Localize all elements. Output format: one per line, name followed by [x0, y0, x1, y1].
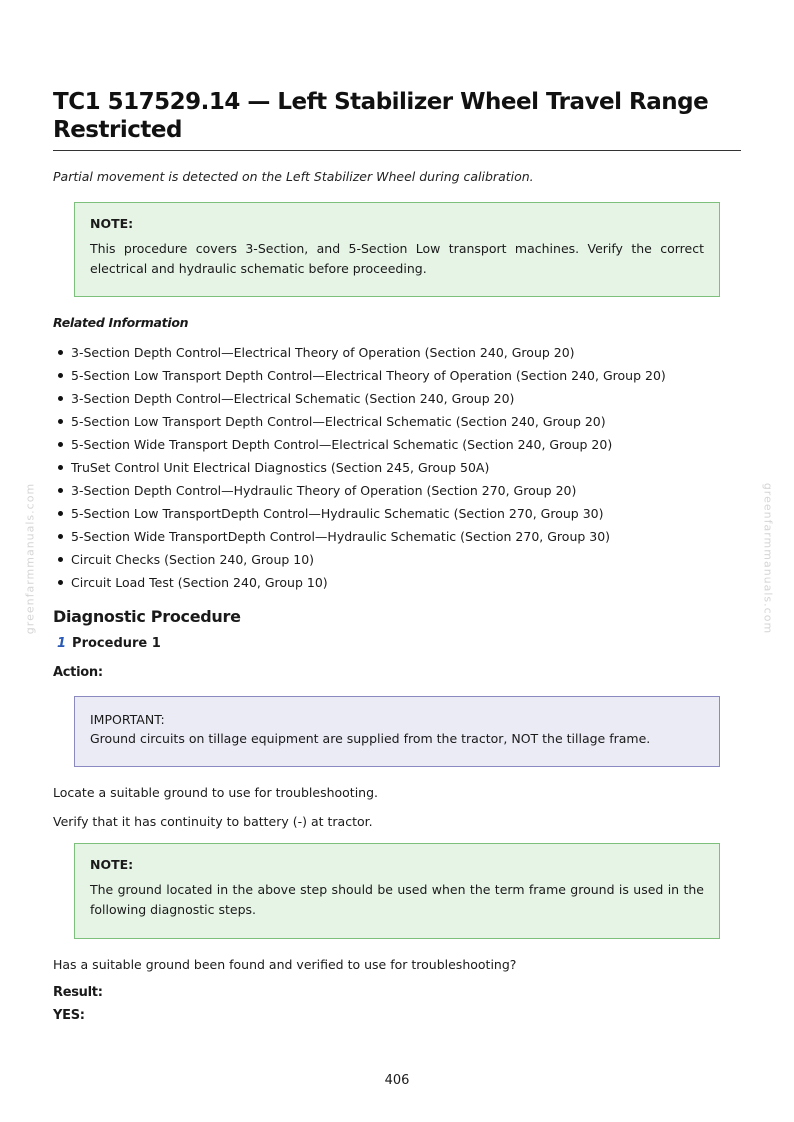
related-information-heading: Related Information: [53, 315, 189, 330]
list-item-text: Circuit Load Test (Section 240, Group 10): [71, 574, 328, 590]
title-divider: [53, 150, 741, 151]
watermark-right: greenfarmmanuals.com: [761, 482, 775, 635]
bullet-icon: [58, 350, 63, 355]
list-item[interactable]: [58, 364, 666, 387]
list-item-text: 5-Section Low Transport Depth Control—Electrical Schematic (Section 240, Group 20): [71, 413, 606, 429]
note-text: This procedure covers 3-Section, and 5-Section Low transport machines. Verify the correct electrical and hydraulic schematic before proceeding.: [90, 241, 704, 276]
list-item[interactable]: [58, 433, 666, 456]
note-text: The ground located in the above step should be used when the term frame ground is used in the following diagnostic steps.: [90, 882, 704, 917]
bullet-icon: [58, 465, 63, 470]
result-label: Result:: [53, 985, 103, 1000]
instruction-text: Verify that it has continuity to battery (-) at tractor.: [53, 814, 373, 829]
watermark-left: greenfarmmanuals.com: [23, 482, 37, 635]
bullet-icon: [58, 373, 63, 378]
list-item-text: 5-Section Low TransportDepth Control—Hydraulic Schematic (Section 270, Group 30): [71, 505, 604, 521]
page-title: TC1 517529.14 — Left Stabilizer Wheel Travel Range Restricted: [53, 89, 709, 143]
list-item[interactable]: [58, 571, 666, 594]
note-title: NOTE:: [90, 216, 134, 231]
list-item-text: 5-Section Low Transport Depth Control—Electrical Theory of Operation (Section 240, Group 20): [71, 367, 666, 383]
instruction-text: Locate a suitable ground to use for troubleshooting.: [53, 785, 379, 800]
bullet-icon: [58, 442, 63, 447]
list-item[interactable]: [58, 548, 666, 571]
list-item-text: TruSet Control Unit Electrical Diagnostics (Section 245, Group 50A): [71, 459, 490, 475]
list-item[interactable]: [58, 341, 666, 364]
bullet-icon: [58, 488, 63, 493]
procedure-step: [57, 636, 161, 651]
important-title: IMPORTANT:: [90, 712, 165, 727]
diagnostic-procedure-heading: Diagnostic Procedure: [53, 607, 241, 626]
list-item[interactable]: [58, 525, 666, 548]
bullet-icon: [58, 580, 63, 585]
bullet-icon: [58, 534, 63, 539]
list-item-text: 5-Section Wide TransportDepth Control—Hydraulic Schematic (Section 270, Group 30): [71, 528, 611, 544]
step-label: Procedure 1: [72, 636, 161, 651]
important-box: [74, 696, 720, 767]
bullet-icon: [58, 557, 63, 562]
action-label: Action:: [53, 665, 103, 680]
list-item-text: 5-Section Wide Transport Depth Control—Electrical Schematic (Section 240, Group 20): [71, 436, 613, 452]
list-item-text: 3-Section Depth Control—Electrical Schematic (Section 240, Group 20): [71, 390, 515, 406]
note-title: NOTE:: [90, 857, 134, 872]
list-item[interactable]: [58, 479, 666, 502]
question-text: Has a suitable ground been found and verified to use for troubleshooting?: [53, 957, 517, 972]
intro-text: Partial movement is detected on the Left Stabilizer Wheel during calibration.: [53, 169, 534, 184]
list-item[interactable]: [58, 387, 666, 410]
list-item-text: 3-Section Depth Control—Electrical Theory of Operation (Section 240, Group 20): [71, 344, 575, 360]
page-number: 406: [384, 1073, 410, 1088]
important-text: Ground circuits on tillage equipment are supplied from the tractor, NOT the tillage frame.: [90, 731, 651, 746]
note-box: [74, 202, 720, 297]
bullet-icon: [58, 396, 63, 401]
bullet-icon: [58, 511, 63, 516]
yes-label: YES:: [53, 1008, 85, 1023]
related-information-list: [58, 341, 666, 594]
list-item[interactable]: [58, 456, 666, 479]
note-box: [74, 843, 720, 939]
list-item[interactable]: [58, 502, 666, 525]
bullet-icon: [58, 419, 63, 424]
step-number: 1: [57, 636, 67, 651]
list-item[interactable]: [58, 410, 666, 433]
list-item-text: 3-Section Depth Control—Hydraulic Theory of Operation (Section 270, Group 20): [71, 482, 577, 498]
list-item-text: Circuit Checks (Section 240, Group 10): [71, 551, 315, 567]
